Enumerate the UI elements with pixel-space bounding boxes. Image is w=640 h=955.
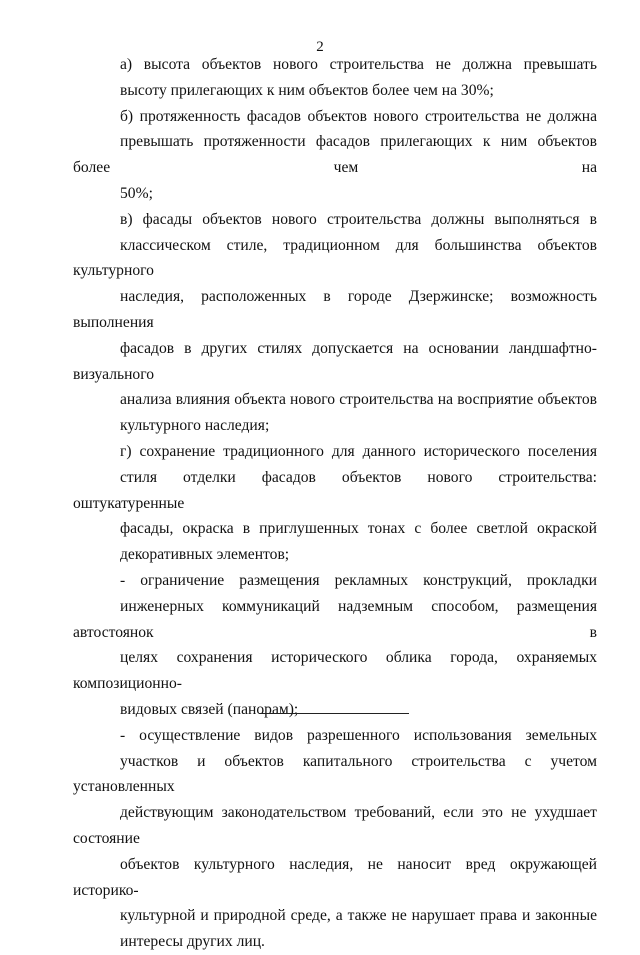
text-line: интересы других лиц. (120, 933, 265, 951)
text-line: превышать протяженности фасадов прилегающих к ним объектов более чем на (73, 133, 597, 177)
text-line: в) фасады объектов нового строительства должны выполняться в (120, 210, 597, 228)
text-line: 50%; (120, 184, 153, 202)
text-line: действующим законодательством требований, если это не ухудшает состояние (73, 804, 597, 847)
document-body (73, 52, 597, 955)
text-line: а) высота объектов нового строительства не должна превышать (120, 56, 597, 73)
text-line: участков и объектов капитального строительства с учетом установленных (73, 752, 597, 796)
text-line: наследия, расположенных в городе Дзержинске; возможность выполнения (73, 288, 597, 331)
text-line: культурной и природной среде, а также не нарушает права и законные (120, 907, 597, 925)
paragraph (73, 439, 597, 568)
text-line: культурного наследия; (120, 417, 270, 435)
text-line: - осуществление видов разрешенного использования земельных (120, 726, 597, 744)
paragraph (73, 207, 597, 439)
text-line: высоту прилегающих к ним объектов более чем на 30%; (120, 81, 494, 99)
text-line: - ограничение размещения рекламных конструкций, прокладки (120, 571, 597, 589)
text-line: инженерных коммуникаций надземным способом, размещения автостоянок в (73, 597, 597, 641)
text-line: декоративных элементов; (120, 546, 290, 564)
closing-rule (259, 713, 409, 714)
paragraph (73, 104, 597, 207)
paragraph (73, 723, 597, 955)
page-number: 2 (316, 39, 324, 55)
text-line: г) сохранение традиционного для данного исторического поселения (120, 442, 597, 460)
text-line: видовых связей (панорам); (120, 700, 299, 718)
paragraph (73, 52, 597, 104)
text-line: фасадов в других стилях допускается на основании ландшафтно-визуального (73, 339, 597, 383)
paragraph (73, 568, 597, 723)
text-line: анализа влияния объекта нового строительства на восприятие объектов (120, 391, 597, 409)
text-line: классическом стиле, традиционном для большинства объектов культурного (73, 236, 597, 280)
text-line: б) протяженность фасадов объектов нового строительства не должна (120, 107, 597, 125)
text-line: целях сохранения исторического облика города, охраняемых композиционно- (73, 649, 597, 693)
text-line: фасады, окраска в приглушенных тонах с более светлой окраской (120, 520, 597, 538)
text-line: объектов культурного наследия, не наносит вред окружающей историко- (73, 855, 597, 899)
text-line: стиля отделки фасадов объектов нового строительства: оштукатуренные (73, 468, 597, 512)
